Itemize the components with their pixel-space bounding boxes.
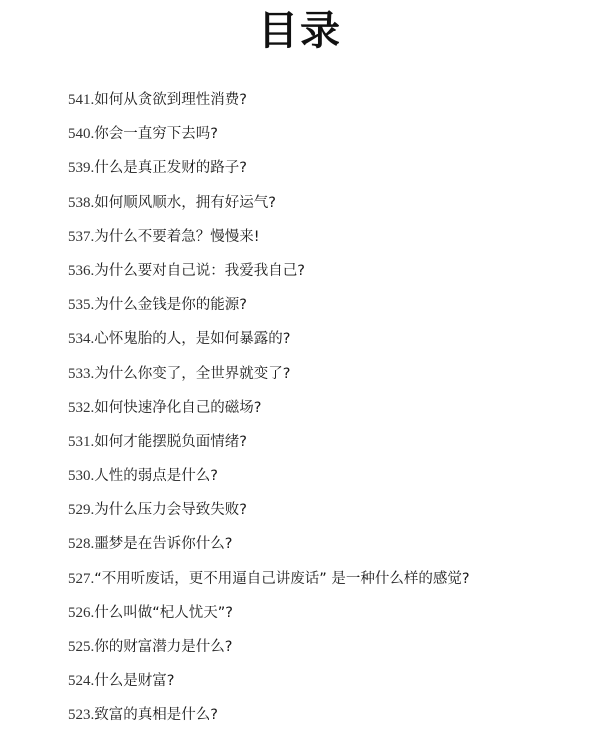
toc-item <box>68 464 588 498</box>
toc-item-text: “不用听废话，更不用逼自己讲废话” 是一种什么样的感觉? <box>94 570 470 587</box>
toc-item-text: 如何从贪欲到理性消费? <box>94 92 247 108</box>
toc-item-text: 噩梦是在告诉你什么? <box>94 536 233 553</box>
toc-item-number: 539. <box>68 160 95 177</box>
toc-item-text: 什么是真正发财的路子? <box>94 160 247 177</box>
toc-item-text: 如何顺风顺水，拥有好运气? <box>94 194 276 211</box>
toc-item <box>68 259 588 293</box>
toc-item-text: 你的财富潜力是什么? <box>94 639 233 655</box>
toc-item-text: 为什么金钱是你的能源? <box>94 297 247 314</box>
toc-item-number: 527. <box>68 570 95 587</box>
toc-item-number: 528. <box>68 536 95 553</box>
page-title: 目录 <box>258 8 342 54</box>
toc-item-text: 致富的真相是什么? <box>94 707 218 724</box>
toc-item <box>68 327 588 361</box>
toc-item-number: 531. <box>68 433 95 450</box>
table-of-contents <box>68 88 588 738</box>
toc-item <box>68 191 588 225</box>
toc-item <box>68 601 588 635</box>
toc-item-text: 为什么要对自己说：我爱我自己? <box>94 262 305 279</box>
toc-item <box>68 498 588 532</box>
toc-item-number: 532. <box>68 399 95 416</box>
toc-item <box>68 635 588 669</box>
toc-item-number: 538. <box>68 194 95 211</box>
toc-item-text: 你会一直穷下去吗? <box>94 126 218 143</box>
toc-item-number: 524. <box>68 673 95 690</box>
toc-item-text: 为什么你变了，全世界就变了? <box>94 365 291 382</box>
toc-item-number: 541. <box>68 92 95 108</box>
toc-item-number: 529. <box>68 502 95 519</box>
toc-item <box>68 225 588 259</box>
toc-item-text: 心怀鬼胎的人，是如何暴露的? <box>94 331 291 348</box>
toc-item-text: 如何才能摆脱负面情绪? <box>94 433 247 450</box>
toc-item-text: 人性的弱点是什么? <box>94 468 218 485</box>
toc-item <box>68 669 588 703</box>
toc-item <box>68 88 588 122</box>
toc-item-number: 535. <box>68 297 95 314</box>
toc-item-number: 534. <box>68 331 95 348</box>
toc-item-number: 540. <box>68 126 95 143</box>
toc-item-text: 如何快速净化自己的磁场? <box>94 399 262 416</box>
toc-item-number: 533. <box>68 365 95 382</box>
toc-item-text: 什么叫做“杞人忧天”? <box>94 604 233 621</box>
toc-item-number: 536. <box>68 262 95 279</box>
toc-item <box>68 396 588 430</box>
toc-item <box>68 532 588 566</box>
toc-item-number: 537. <box>68 228 95 245</box>
toc-item-number: 525. <box>68 639 95 655</box>
toc-item-number: 523. <box>68 707 95 724</box>
toc-item <box>68 567 588 601</box>
toc-item-text: 为什么压力会导致失败? <box>94 502 247 519</box>
toc-item <box>68 362 588 396</box>
toc-item-text: 为什么不要着急？慢慢来! <box>94 228 260 245</box>
toc-item-text: 什么是财富? <box>94 673 175 690</box>
toc-item <box>68 122 588 156</box>
toc-item <box>68 293 588 327</box>
toc-item-number: 526. <box>68 604 95 621</box>
toc-item <box>68 430 588 464</box>
toc-item-number: 530. <box>68 468 95 485</box>
toc-item <box>68 156 588 190</box>
toc-item <box>68 703 588 737</box>
